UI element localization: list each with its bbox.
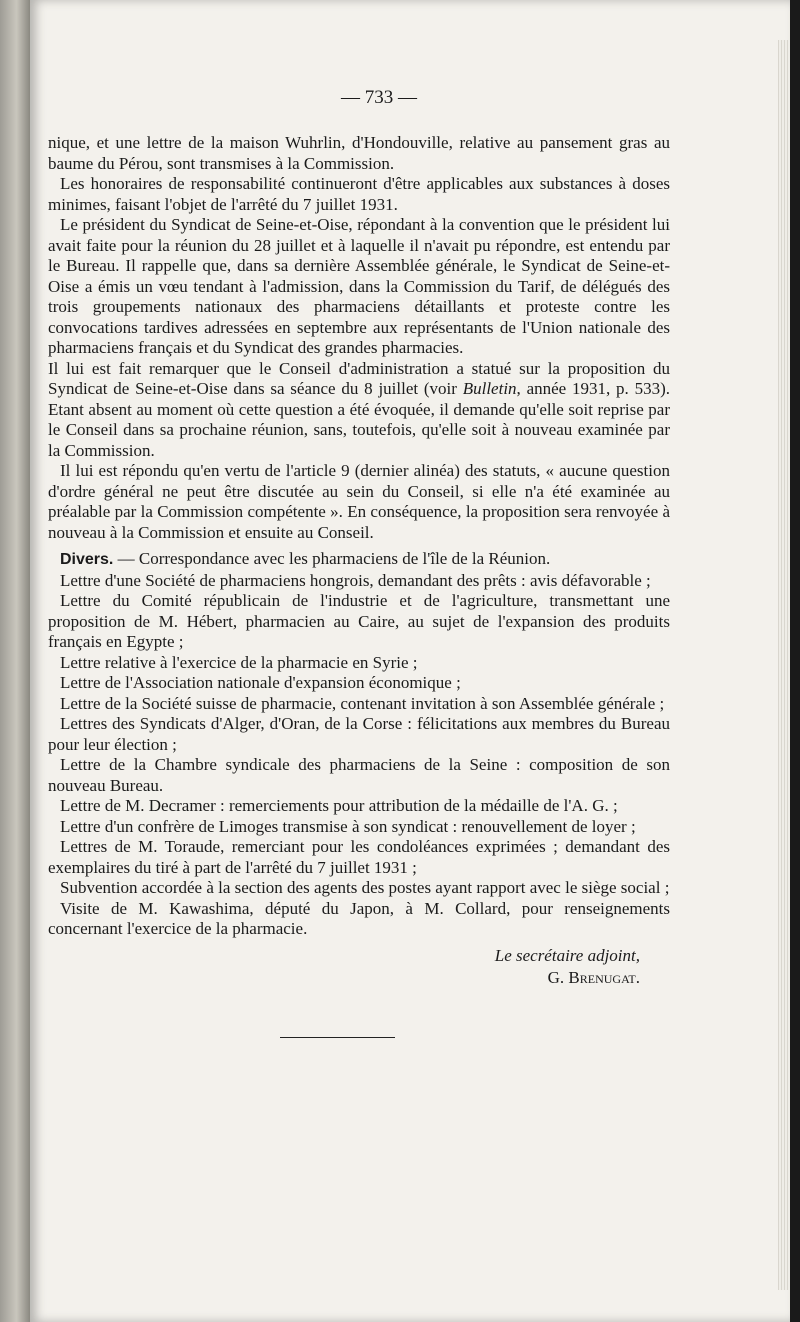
list-item: Lettres de M. Toraude, remerciant pour les condoléances exprimées ; demandant des exemplaires du tiré à part de l'arrêté du 7 juillet 1931 ; (48, 837, 670, 877)
paragraph-text: , année 1931, p. 533). Etant absent au moment où cette question a été évoquée, il demande qu'elle soit reprise par le Conseil dans sa prochaine réunion, sans, toutefois, qu'elle soit à nouveau examinée par la Commission. (48, 379, 670, 460)
signature-block (48, 946, 670, 989)
closing-rule (280, 1037, 395, 1038)
page-content (48, 88, 670, 1038)
list-item: Lettre de la Chambre syndicale des pharmaciens de la Seine : composition de son nouveau Bureau. (48, 755, 670, 795)
paragraph: nique, et une lettre de la maison Wuhrlin, d'Hondouville, relative au pansement gras au baume du Pérou, sont transmises à la Commission. (48, 133, 670, 173)
paragraph: Les honoraires de responsabilité continueront d'être applicables aux substances à doses minimes, faisant l'objet de l'arrêté du 7 juillet 1931. (48, 174, 670, 214)
bulletin-title: Bulletin (462, 379, 517, 398)
paragraph-text: Il lui est fait remarquer que le Conseil d'administration a statué sur la proposition du Syndicat de Seine-et-Oise dans sa séance du 8 juillet (voir (48, 358, 670, 398)
paragraph (48, 359, 670, 462)
book-page (30, 0, 790, 1322)
list-item: Lettres des Syndicats d'Alger, d'Oran, de la Corse : félicitations aux membres du Bureau pour leur élection ; (48, 714, 670, 754)
page-edge-stack (778, 40, 790, 1290)
signature-title: Le secrétaire adjoint, (494, 945, 640, 965)
list-item: Visite de M. Kawashima, député du Japon, à M. Collard, pour renseignements concernant l'exercice de la pharmacie. (48, 898, 670, 938)
divers-text: — Correspondance avec les pharmaciens de l'île de la Réunion. (113, 549, 551, 568)
list-item: Subvention accordée à la section des agents des postes ayant rapport avec le siège social ; (60, 878, 670, 897)
divers-paragraph (48, 549, 670, 571)
list-item: Lettre d'une Société de pharmaciens hongrois, demandant des prêts : avis défavorable ; (60, 570, 651, 590)
list-item: Lettre du Comité républicain de l'industrie et de l'agriculture, transmettant une proposition de M. Hébert, pharmacien au Caire, au sujet de l'expansion des produits français en Egypte ; (48, 591, 670, 651)
divers-label: Divers. (60, 551, 114, 568)
paragraph: Le président du Syndicat de Seine-et-Oise, répondant à la convention que le président lui avait faite pour la réunion du 28 juillet et à laquelle il n'avait pu répondre, est entendu par le Bureau. Il rappelle que, dans sa dernière Assemblée générale, le Syndicat de Seine-et-Oise a émis un vœu tendant à l'admission, dans la Commission du Tarif, de délégués des trois groupements nationaux des pharmaciens détaillants et proteste contre les convocations tardives adressées en septembre aux représentants de l'Union nationale des pharmaciens français et du Syndicat des grandes pharmacies. (48, 215, 670, 357)
list-item: Lettre de M. Decramer : remerciements pour attribution de la médaille de l'A. G. ; (60, 796, 618, 815)
body-text (48, 133, 670, 940)
list-item: Lettre relative à l'exercice de la pharmacie en Syrie ; (60, 652, 418, 672)
signature-name: G. Brenugat. (547, 968, 640, 987)
list-item: Lettre d'un confrère de Limoges transmise à son syndicat : renouvellement de loyer ; (60, 816, 636, 836)
list-item: Lettre de l'Association nationale d'expansion économique ; (60, 673, 461, 692)
facing-page-edge (0, 0, 30, 1322)
page-number: — 733 — (341, 87, 417, 108)
paragraph: Il lui est répondu qu'en vertu de l'article 9 (dernier alinéa) des statuts, « aucune question d'ordre général ne peut être discutée au sein du Conseil, si elle n'a été examinée au préalable par la Commission compétente ». En conséquence, la proposition sera renvoyée à nouveau à la Commission et ensuite au Conseil. (48, 461, 670, 542)
list-item: Lettre de la Société suisse de pharmacie, contenant invitation à son Assemblée générale ; (60, 693, 665, 713)
